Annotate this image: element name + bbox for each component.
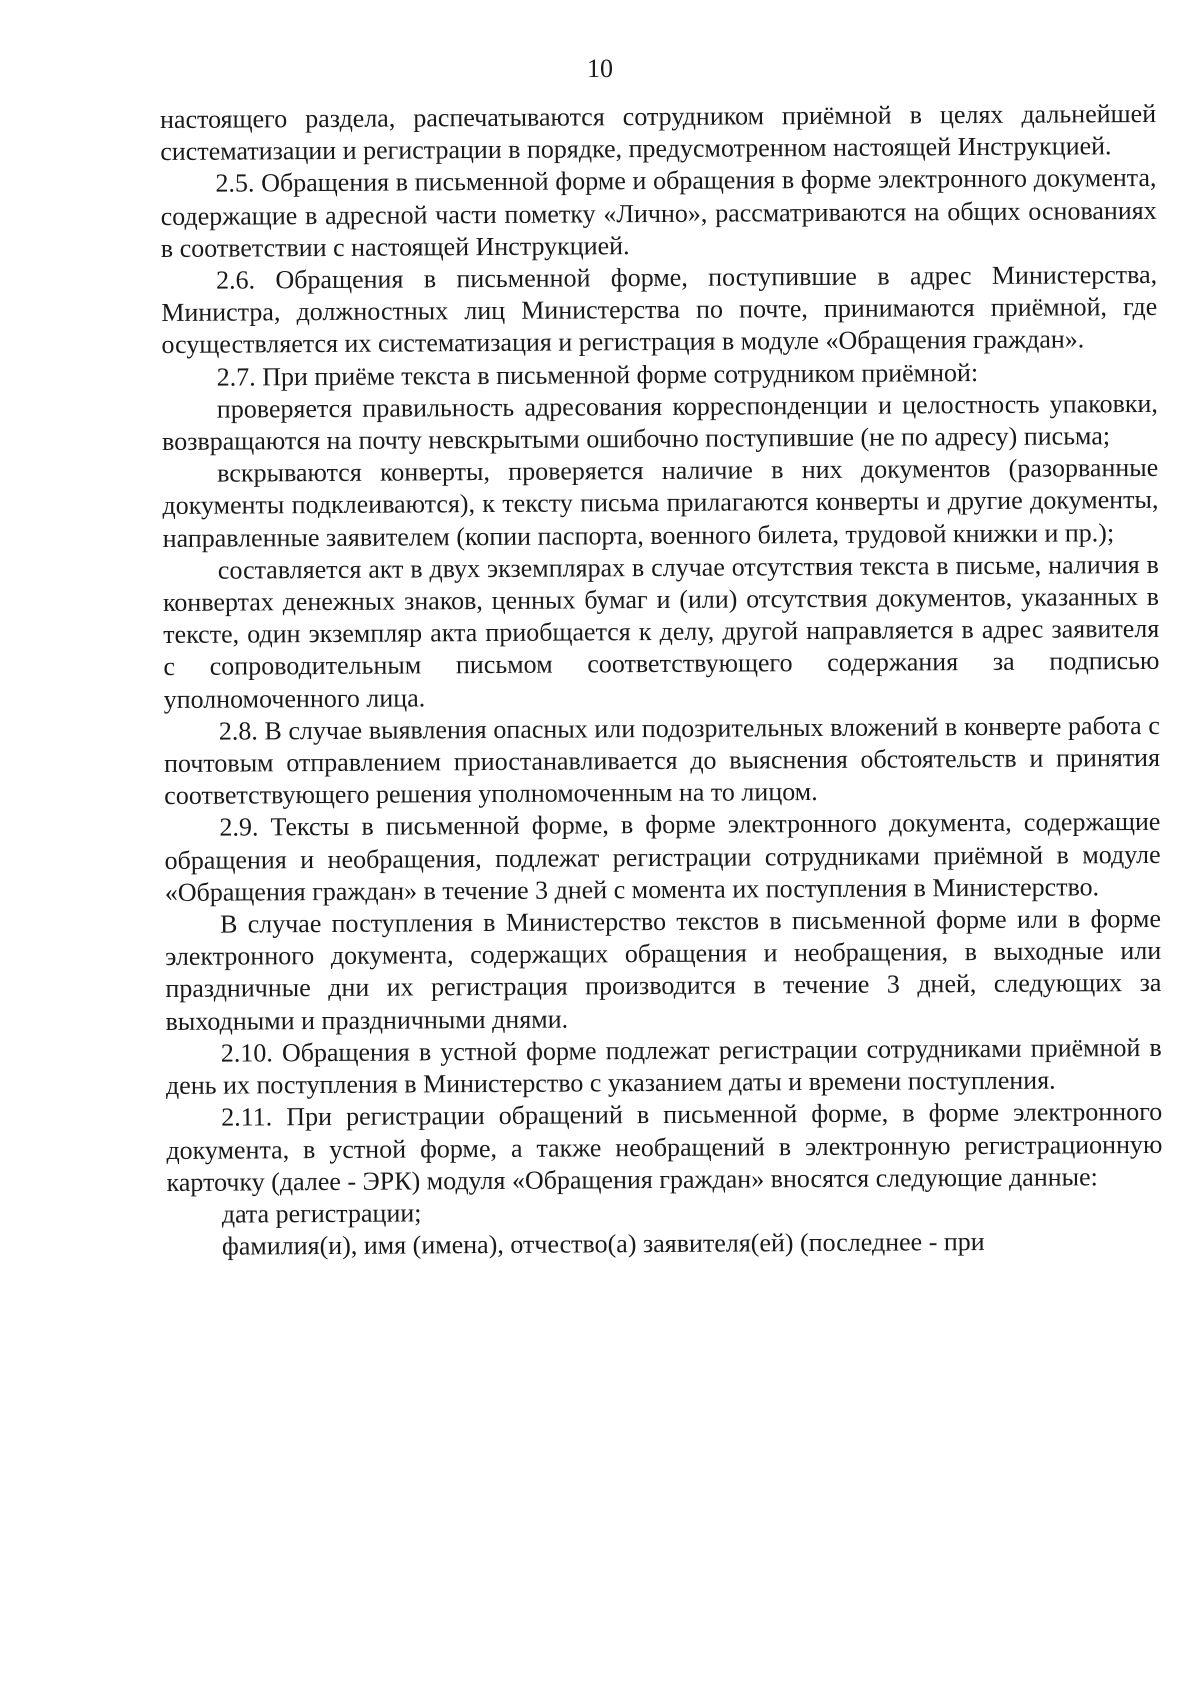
paragraph-2-8: 2.8. В случае выявления опасных или подозрительных вложений в конверте работа с почтовым отправлением приостанавливается до выяснения обстоятельств и принятия соответствующего решения уполномоченным на то лицом. xyxy=(163,710,1161,811)
paragraph-2-7: 2.7. При приёме текста в письменной форме сотрудником приёмной: xyxy=(216,357,979,392)
paragraph-2-11-item-1: дата регистрации; xyxy=(221,1198,422,1229)
paragraph-2-10: 2.10. Обращения в устной форме подлежат регистрации сотрудниками приёмной в день их поступления в Министерство с указанием даты и времени поступления. xyxy=(165,1032,1162,1101)
paragraph-2-7-item-2: вскрываются конверты, проверяется наличие в них документов (разорванные документы подклеиваются), к тексту письма прилагаются конверты и другие документы, направленные заявителем (копии паспорта, военного билета, трудовой книжки и пр.); xyxy=(162,453,1159,553)
paragraph-2-9: 2.9. Тексты в письменной форме, в форме электронного документа, содержащие обращения и необращения, подлежат регистрации сотрудниками приёмной в модуле «Обращения граждан» в течение 3 дней с момента их поступления в Министерство. xyxy=(164,807,1161,907)
page-number: 10 xyxy=(587,54,613,83)
paragraph-2-6: 2.6. Обращения в письменной форме, поступившие в адрес Министерства, Министра, должностных лиц Министерства по почте, принимаются приёмной, где осуществляется их систематизация и регистрация в модуле «Обращения граждан». xyxy=(161,259,1158,360)
paragraph-2-9-holidays: В случае поступления в Министерство текстов в письменной форме или в форме электронного документа, содержащих обращения и необращения, в выходные или праздничные дни их регистрация производится в течение 3 дней, следующих за выходными и праздничными днями. xyxy=(165,903,1162,1036)
paragraph-2-5: 2.5. Обращения в письменной форме и обращения в форме электронного документа, содержащие в адресной части пометку «Лично», рассматриваются на общих основаниях в соответствии с настоящей Инструкцией. xyxy=(160,163,1157,263)
document-body xyxy=(160,98,1163,1263)
paragraph-2-7-item-1: проверяется правильность адресования корреспонденции и целостность упаковки, возвращаются на почту невскрытыми ошибочно поступившие (не по адресу) письма; xyxy=(161,388,1158,457)
paragraph-2-11: 2.11. При регистрации обращений в письменной форме, в форме электронного документа, в устной форме, а также необращений в электронную регистрационную карточку (далее - ЭРК) модуля «Обращения граждан» вносятся следующие данные: xyxy=(166,1097,1163,1197)
paragraph-2-7-item-3: составляется акт в двух экземплярах в случае отсутствия текста в письме, наличия в конвертах денежных знаков, ценных бумаг и (или) отсутствия документов, указанных в тексте, один экземпляр акта приобщается к делу, другой направляется в адрес заявителя с сопроводительным письмом соответствующего содержания за подписью уполномоченного лица. xyxy=(162,549,1160,714)
paragraph-continuation: настоящего раздела, распечатываются сотрудником приёмной в целях дальнейшей систематизации и регистрации в порядке, предусмотренном настоящей Инструкцией. xyxy=(160,98,1157,167)
paragraph-2-11-item-2: фамилия(и), имя (имена), отчество(а) заявителя(ей) (последнее - при xyxy=(221,1227,985,1261)
